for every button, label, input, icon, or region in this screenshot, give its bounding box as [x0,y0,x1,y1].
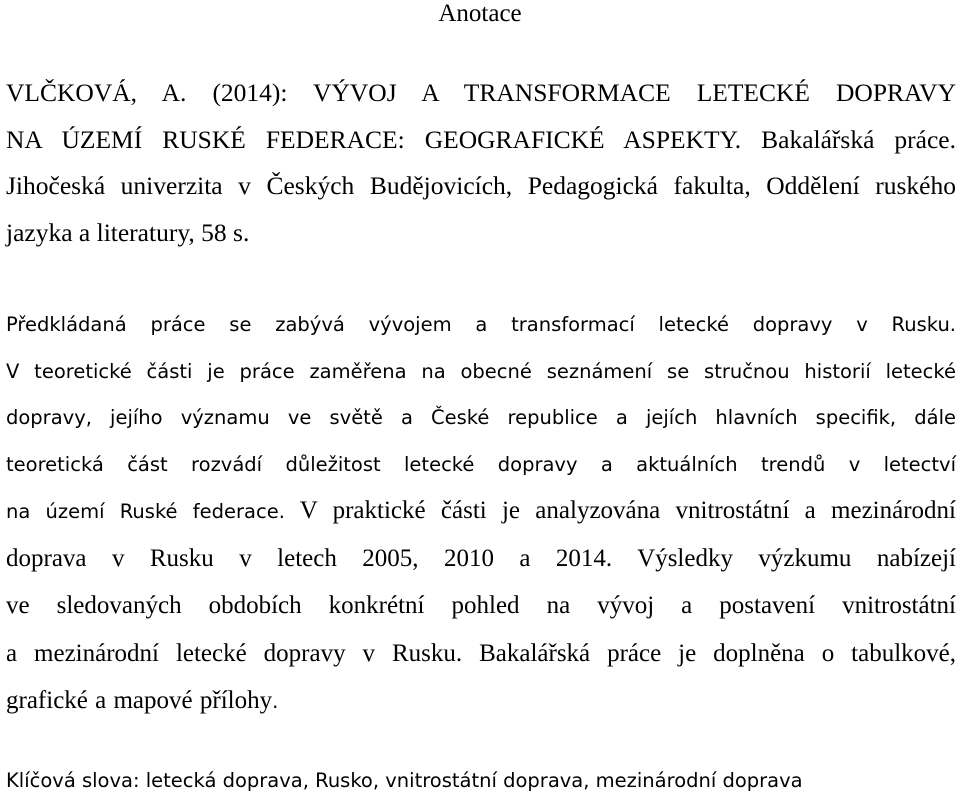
abstract-text: Předkládaná práce se zabývá vývojem a transformací letecké dopravy v Rusku. [6,313,956,336]
abstract-line [6,536,956,584]
keywords-line: Klíčová slova: letecká doprava, Rusko, vnitrostátní doprava, mezinárodní doprava [6,769,803,792]
abstract-line [6,442,956,489]
page-title: Anotace [438,0,522,27]
abstract-text-serif: Výsledky výzkumu nabízejí [612,544,956,572]
abstract-text: V teoretické části je práce zaměřena na obecné seznámení se stručnou historií letecké [6,359,956,383]
abstract-line [6,678,956,726]
abstract-line [6,302,956,349]
citation-line: VLČKOVÁ, A. (2014): VÝVOJ A TRANSFORMACE LETECKÉ DOPRAVY [6,78,956,107]
abstract-text: teoretická část rozvádí důležitost letecké dopravy a aktuálních trendů v letectví [6,452,956,476]
abstract-text: . [272,690,279,713]
abstract-text-serif: Bakalářská práce je doplněna o tabulkové, [462,639,957,667]
citation-line: Jihočeská univerzita v Českých Budějovicích, Pedagogická fakulta, Oddělení ruského [6,171,956,201]
abstract-text-serif: grafické a mapové přílohy [6,687,273,714]
abstract-text-serif: ve sledovaných obdobích konkrétní pohled na vývoj a postavení vnitrostátní [6,592,956,619]
abstract-line [6,395,956,442]
abstract-text: dopravy, jejího významu ve světě a České republice a jejích hlavních specifik, dále [6,406,956,429]
bibliographic-citation [6,70,956,257]
abstract-line [6,631,956,679]
abstract-text-serif: V praktické části je analyzována vnitrostátní a mezinárodní [284,497,956,524]
abstract-text-serif: a mezinárodní letecké dopravy v Rusku. [6,639,463,667]
abstract-line [6,583,956,631]
abstract-line [6,349,956,396]
abstract-text-serif: doprava v Rusku v letech 2005, 2010 a 2014. [6,544,613,572]
abstract-paragraph [6,302,956,726]
citation-line: jazyka a literatury, 58 s. [6,218,250,248]
abstract-line [6,488,956,536]
abstract-text: na území Ruské federace. [6,500,285,523]
citation-line: NA ÚZEMÍ RUSKÉ FEDERACE: GEOGRAFICKÉ ASPEKTY. Bakalářská práce. [6,124,956,154]
